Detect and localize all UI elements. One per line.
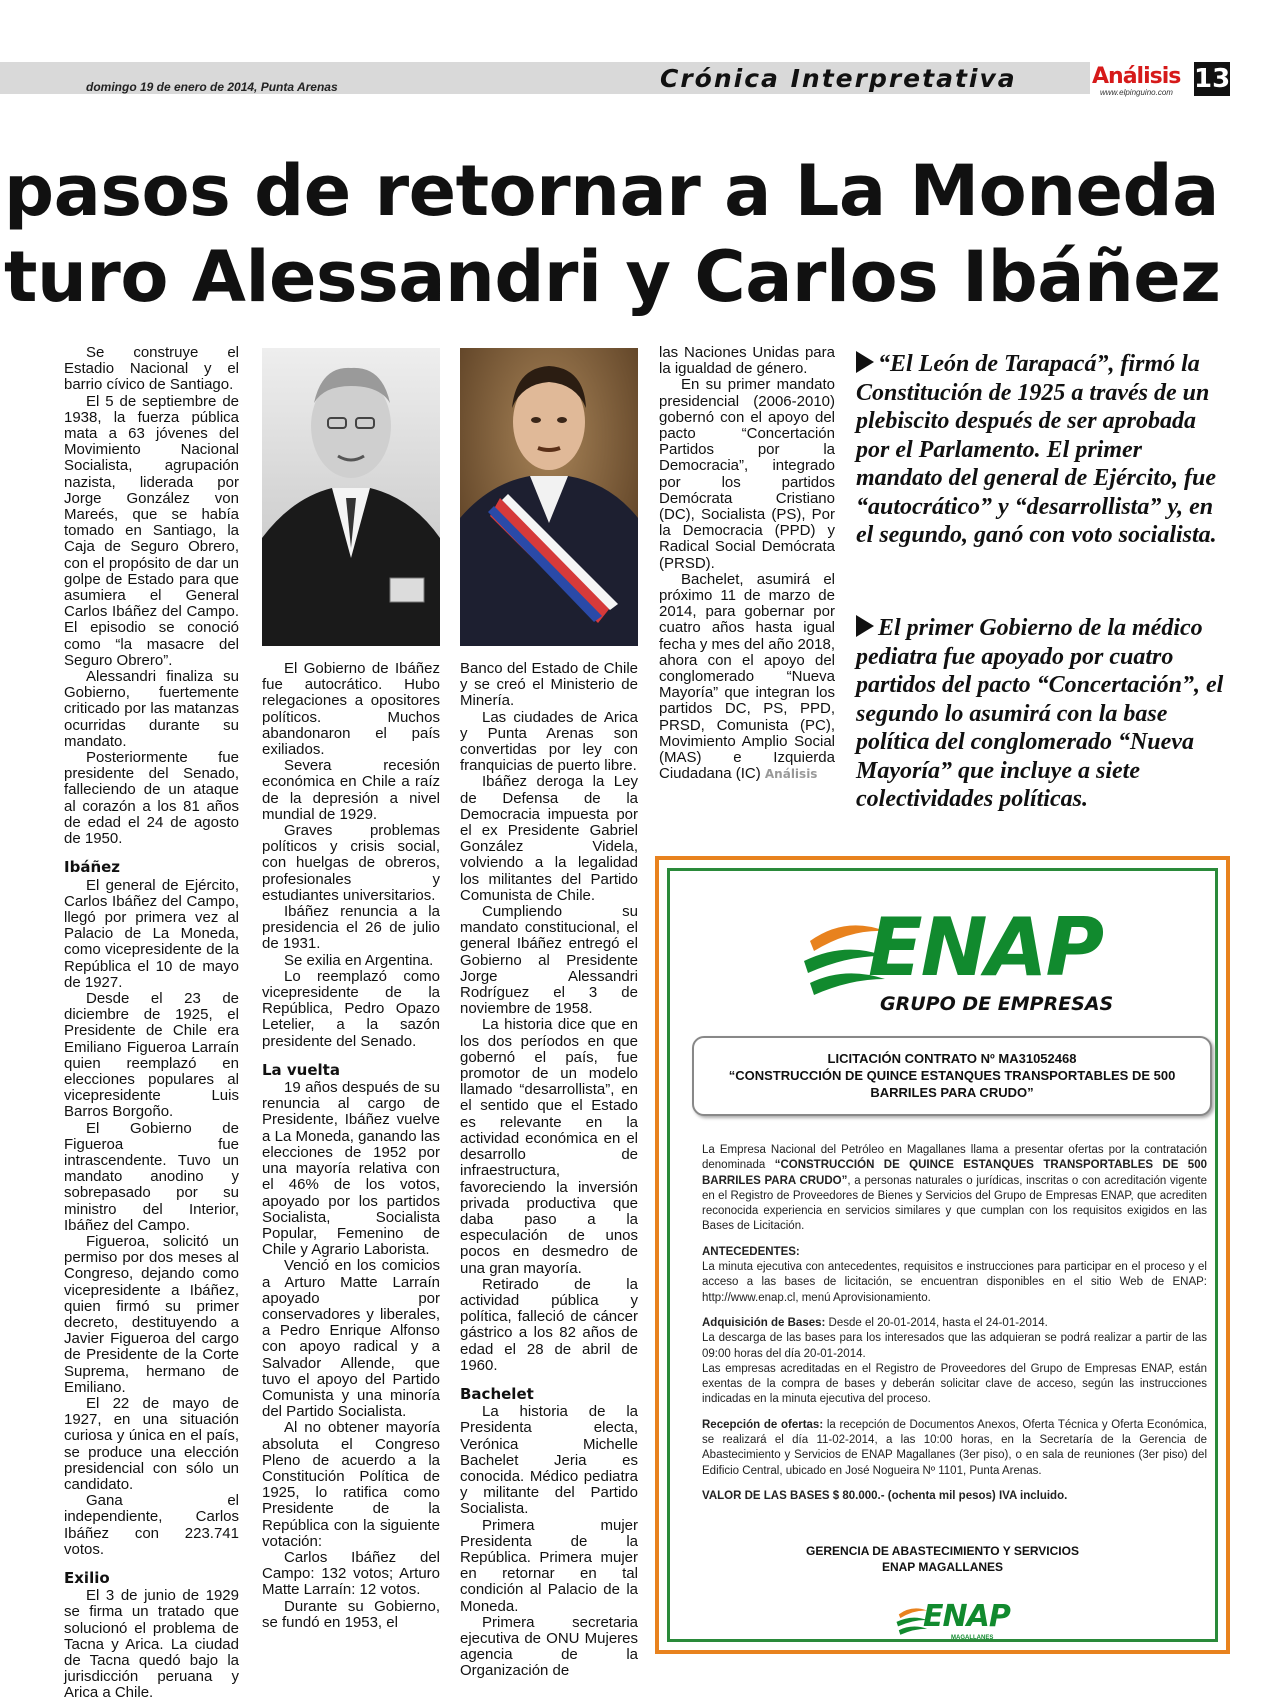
paragraph: Posteriormente fue presidente del Senado, falleciendo de un ataque al corazón a los 81 años de edad el 24 de agosto de 1950. (64, 749, 239, 848)
pull-quote-2 (856, 614, 1229, 814)
paragraph: Carlos Ibáñez del Campo: 132 votos; Arturo Matte Larraín: 12 votos. (262, 1548, 440, 1599)
tender-antecedentes (702, 1245, 1207, 1306)
enap-region: MAGALLANES (951, 1635, 994, 1641)
enap-subtitle: GRUPO DE EMPRESAS (880, 993, 1114, 1015)
enap-advertisement (655, 856, 1230, 1654)
subheading-bachelet: Bachelet (460, 1384, 534, 1403)
headline-line-2: turo Alessandri y Carlos Ibáñez (4, 236, 1221, 318)
paragraph: Banco del Estado de Chile y se creó el Ministerio de Minería. (460, 660, 638, 710)
ad-footer (670, 1543, 1215, 1575)
paragraph: La historia de la Presidenta electa, Verónica Michelle Bachelet Jeria es conocida. Médico pediatra y militante del Partido Socialista. (460, 1403, 638, 1518)
paragraph: las Naciones Unidas para la igualdad de género. (659, 344, 835, 378)
tender-title-box (692, 1036, 1212, 1116)
enap-magallanes-logo (895, 1601, 1015, 1645)
triangle-bullet-icon (856, 615, 874, 637)
paragraph-text: Bachelet, asumirá el próximo 11 de marzo de 2014, para gobernar por cuatro años hasta igual fecha y mes del año 2018, ahora con el apoyo del conglomerado “Nueva Mayoría” que integran los partidos DC, PS, PPD, PRSD, Comunista (PC), Movimiento Amplio Social (MAS) e Izquierda Ciudadana (IC) (659, 570, 835, 783)
logo-wordmark: Análisis (1092, 64, 1181, 89)
enap-wordmark: ENAP (923, 1599, 1010, 1634)
paragraph: Al no obtener mayoría absoluta el Congreso Pleno de acuerdo a la Constitución Política de 1925, lo ratifica como Presidente de la República con la siguiente votación: (262, 1419, 440, 1550)
adquisicion-text: Las empresas acreditadas en el Registro de Proveedores del Grupo de Empresas ENAP, están exentas de la compra de bases y deberán solicitar clave de acceso, según las instrucciones indicadas en la minuta ejecutiva del proceso. (702, 1362, 1207, 1406)
article-column-2 (262, 661, 440, 1631)
paragraph: El Gobierno de Ibáñez fue autocrático. Hubo relegaciones a opositores políticos. Muchos abandonaron el país exiliados. (262, 660, 440, 759)
paragraph: Figueroa, solicitó un permiso por dos meses al Congreso, dejando como vicepresidente a Ibáñez, quien firmó su primer decreto, destituyendo a Javier Figueroa del cargo de Presidente de la Corte Suprema, hermano de Emiliano. (64, 1232, 239, 1396)
pull-quote-1 (856, 350, 1229, 550)
paragraph: 19 años después de su renuncia al cargo de Presidente, Ibáñez vuelve a La Moneda, ganando las elecciones de 1952 por una mayoría relativa con el 46% de los votos, apoyado por los partidos Socialista, Socialista Popular, Femenino de Chile y Agrario Laborista. (262, 1079, 440, 1259)
paragraph: Se exilia en Argentina. (284, 951, 434, 969)
subheading-exilio: Exilio (64, 1569, 110, 1588)
author-signature: Análisis (764, 767, 818, 782)
paragraph: Cumpliendo su mandato constitucional, el general Ibáñez entregó el Gobierno al Presidente Jorge Alessandri Rodríguez el 3 de noviembre de 1958. (460, 903, 638, 1018)
paragraph: Venció en los comicios a Arturo Matte Larraín apoyado por conservadores y liberales, a Pedro Enrique Alfonso con apoyo radical y a Salvador Allende, que tuvo el apoyo del Partido Comunista y una minoría del Partido Socialista. (262, 1257, 440, 1421)
subheading-la-vuelta: La vuelta (262, 1060, 340, 1079)
tender-title-line: “CONSTRUCCIÓN DE QUINCE ESTANQUES TRANSPORTABLES DE 500 (728, 1068, 1176, 1083)
adquisicion-text: La descarga de las bases para los interesados que las adquieran se podrá realizar a partir de las 09:00 horas del día 20-01-2014. (702, 1332, 1207, 1360)
paragraph: El general de Ejército, Carlos Ibáñez del Campo, llegó por primera vez al Palacio de La Moneda, como vicepresidente de la República el 10 de mayo de 1927. (64, 876, 239, 991)
enap-wordmark: ENAP (868, 901, 1103, 994)
page-number: 13 (1194, 64, 1231, 94)
recepcion-heading: Recepción de ofertas: (702, 1418, 824, 1431)
newspaper-logo (1092, 64, 1188, 100)
paragraph: Se construye el Estadio Nacional y el barrio cívico de Santiago. (64, 344, 239, 394)
subheading-ibanez: Ibáñez (64, 858, 121, 877)
paragraph: El Gobierno de Figueroa fue intrascendente. Tuvo un mandato anodino y sobrepasado por su ministro del Interior, Ibáñez del Campo. (64, 1119, 239, 1234)
paragraph: El 5 de septiembre de 1938, la fuerza pública mata a 63 jóvenes del Movimiento Nacional Socialista, agrupación nazista, liderada por Jorge González von Mareés, que se había tomado en Santiago, la Caja de Seguro Obrero, con el propósito de dar un golpe de Estado para que asumiera el General Carlos Ibáñez del Campo. El episodio se conoció como “la masacre del Seguro Obrero”. (64, 392, 239, 669)
tender-contract-number: LICITACIÓN CONTRATO Nº MA31052468 (827, 1051, 1077, 1066)
paragraph: Ibáñez renuncia a la presidencia el 26 de julio de 1931. (262, 903, 440, 953)
paragraph: En su primer mandato presidencial (2006-2010) gobernó con el apoyo del pacto “Concertación Partidos por la Democracia”, integrado por los partidos Demócrata Cristiano (DC), Socialista (PS), Por la Democracia (PPD) y Radical Social Demócrata (PRSD). (659, 376, 835, 572)
paragraph: Primera secretaria ejecutiva de ONU Mujeres agencia de la Organización de (460, 1613, 638, 1680)
paragraph: Alessandri finaliza su Gobierno, fuertemente criticado por las matanzas ocurridas durante su mandato. (64, 668, 239, 750)
portrait-alessandri-photo (262, 348, 440, 646)
tender-intro-text: , a personas naturales o jurídicas, inscritas o con acreditación vigente en el Registro de Proveedores de Bienes y Servicios del Grupo de Empresas ENAP, que acrediten reconocida experiencia en servicios similares y que cumplan con los requisitos exigidos en las Bases de Licitación. (702, 1174, 1208, 1233)
tender-valor: VALOR DE LAS BASES $ 80.000.- (ochenta mil pesos) IVA incluido. (702, 1489, 1068, 1502)
article-column-4 (659, 345, 835, 782)
antecedentes-text: La minuta ejecutiva con antecedentes, requisitos e instrucciones para participar en el proceso y el acceso a las bases de licitación, se encuentran disponibles en el sitio Web de ENAP: http://www.enap.cl, menú Aprovisionamiento. (702, 1261, 1207, 1304)
pull-quote-text: “El León de Tarapacá”, firmó la Constitución de 1925 a través de un plebiscito después de ser aprobada por el Parlamento. El primer mandato del general de Ejército, fue “autocrático” y “desarrollista” y, en el segundo, ganó con voto socialista. (856, 351, 1217, 548)
antecedentes-heading: ANTECEDENTES: (702, 1245, 800, 1258)
paragraph: La historia dice que en los dos períodos en que gobernó el país, fue promotor de un modelo llamado “desarrollista”, en el sentido que el Estado es relevante en la actividad económica en el desarrollo de infraestructura, favoreciendo la inversión privada productiva que daba paso a la especulación de unos pocos en desmedro de una gran mayoría. (460, 1016, 638, 1277)
footer-company: ENAP MAGALLANES (881, 1560, 1004, 1574)
tender-intro-text: La Empresa Nacional del Petróleo en Magallanes llama a presentar ofertas por la contratación denominada (702, 1144, 1207, 1172)
paragraph: El 3 de junio de 1929 se firma un tratado que solucionó el problema de Tacna y Arica. La ciudad de Tacna quedó bajo la jurisdicción peruana y Arica a Chile. (64, 1587, 239, 1702)
tender-intro-title: “CONSTRUCCIÓN DE QUINCE ESTANQUES TRANSPORTABLES DE 500 BARRILES PARA CRUDO” (702, 1159, 1207, 1187)
paragraph: Gana el independiente, Carlos Ibáñez con 223.741 votos. (64, 1492, 239, 1558)
triangle-bullet-icon (856, 351, 874, 373)
paragraph: Lo reemplazó como vicepresidente de la República, Pedro Opazo Letelier, a la sazón presidente del Senado. (262, 967, 440, 1050)
tender-recepcion (702, 1418, 1207, 1479)
tender-title-line: BARRILES PARA CRUDO” (870, 1085, 1034, 1100)
paragraph: Retirado de la actividad pública y política, falleció de cáncer gástrico a los 82 años de edad el 28 de abril de 1960. (460, 1275, 638, 1374)
article-column-1 (64, 345, 239, 1702)
adquisicion-text: Desde el 20-01-2014, hasta el 24-01-2014. (825, 1316, 1048, 1329)
enap-logo (800, 901, 1130, 1015)
tender-adquisicion (702, 1316, 1207, 1408)
paragraph: Las ciudades de Arica y Punta Arenas son convertidas por ley con franquicias de puerto libre. (460, 708, 638, 775)
footer-department: GERENCIA DE ABASTECIMIENTO Y SERVICIOS (806, 1544, 1079, 1558)
issue-date: domingo 19 de enero de 2014, Punta Arenas (86, 80, 338, 94)
recepcion-text: la recepción de Documentos Anexos, Oferta Técnica y Oferta Económica, se realizará el día 11-02-2014, a las 10:00 horas, en la Secretaría de la Gerencia de Abastecimiento y Servicios de ENAP Magallanes (3er piso), o en sala de reuniones (3er piso) del Edificio Central, ubicado en José Nogueira Nº 1101, Punta Arenas. (702, 1418, 1207, 1477)
paragraph: Desde el 23 de diciembre de 1925, el Presidente de Chile era Emiliano Figueroa Larraín quien reemplazó en elecciones populares al vicepresidente Luis Barros Borgoño. (64, 989, 239, 1121)
ad-inner-frame (667, 868, 1218, 1642)
tender-intro (702, 1143, 1207, 1235)
paragraph (659, 572, 835, 783)
paragraph: El 22 de mayo de 1927, en una situación curiosa y única en el país, se produce una elección presidencial con sólo un candidato. (64, 1395, 239, 1494)
paragraph: Durante su Gobierno, se fundó en 1953, el (262, 1597, 440, 1631)
headline-line-1: pasos de retornar a La Moneda (4, 150, 1219, 232)
pull-quote-text: El primer Gobierno de la médico pediatra fue apoyado por cuatro partidos del pacto “Concertación”, el segundo lo asumirá con la base política del conglomerado “Nueva Mayoría” que incluye a siete colectividades políticas. (856, 615, 1224, 812)
portrait-ibanez-photo (460, 348, 638, 646)
paragraph: Graves problemas políticos y crisis social, con huelgas de obreros, profesionales y estudiantes universitarios. (262, 822, 440, 904)
paragraph: Severa recesión económica en Chile a raíz de la depresión a nivel mundial de 1929. (262, 757, 440, 823)
section-title: Crónica Interpretativa (660, 64, 1017, 93)
article-column-3 (460, 661, 638, 1680)
paragraph: Primera mujer Presidenta de la República. Primera mujer en retornar en tal condición al Palacio de la Moneda. (460, 1516, 638, 1615)
adquisicion-heading: Adquisición de Bases: (702, 1316, 826, 1329)
logo-url: www.elpinguino.com (1100, 88, 1173, 97)
tender-body (702, 1143, 1207, 1514)
paragraph: Ibáñez deroga la Ley de Defensa de la Democracia impuesta por el ex Presidente Gabriel González Videla, volviendo a la legalidad los militantes del Partido Comunista de Chile. (460, 773, 638, 904)
